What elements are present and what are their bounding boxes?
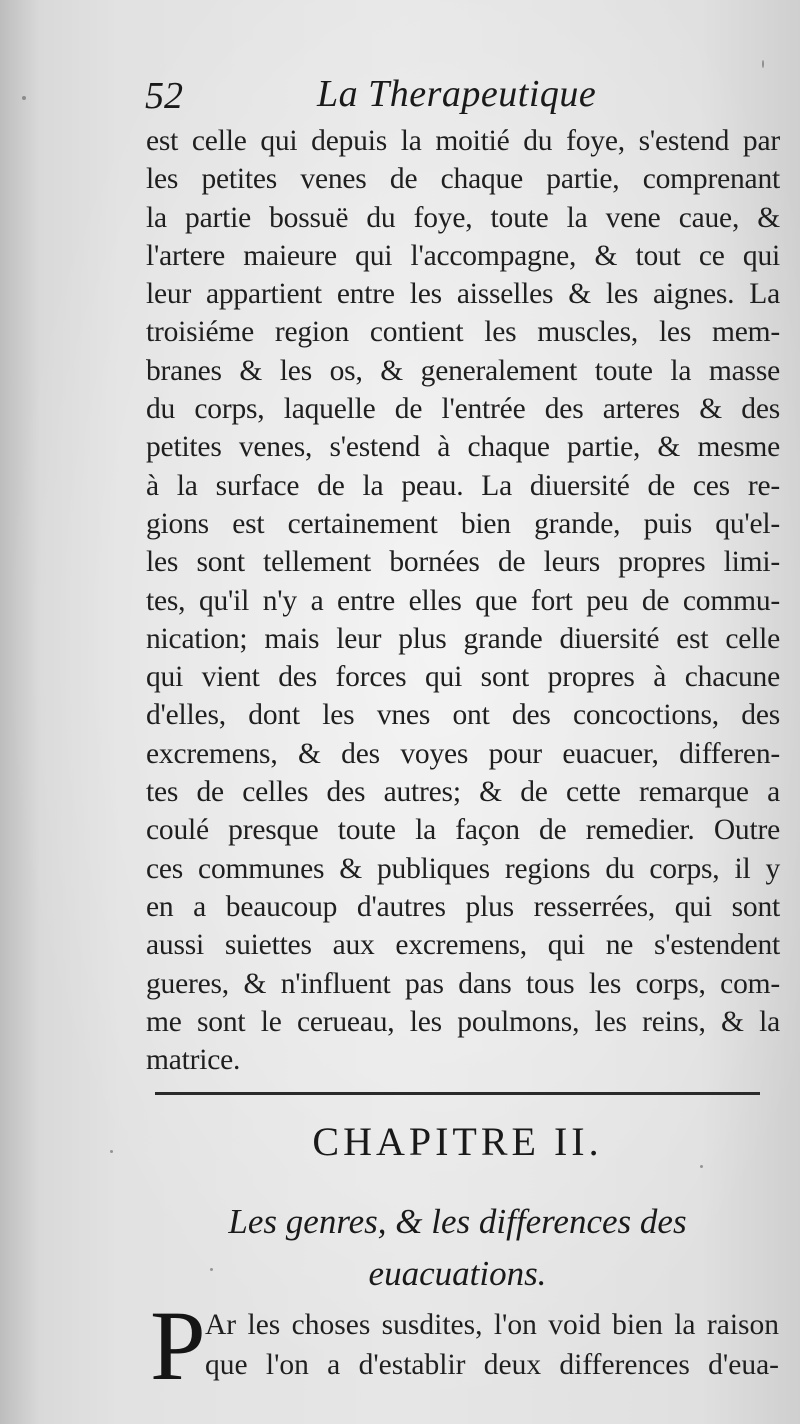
text-line: d'elles, dont les vnes ont des concoctions, des: [146, 699, 780, 732]
text-line: que l'on a d'establir deux differences d'eua-: [205, 1349, 779, 1381]
text-line: les sont tellement bornées de leurs propres limi-: [146, 546, 780, 579]
text-line: à la surface de la peau. La diuersité de ces re-: [146, 469, 780, 502]
section-divider: [155, 1092, 760, 1095]
text-line: me sont le cerueau, les poulmons, les reins, & la: [146, 1005, 780, 1038]
text-line: tes de celles des autres; & de cette remarque a: [146, 776, 780, 809]
chapter-subtitle-line: euacuations.: [368, 1254, 547, 1293]
text-line: tes, qu'il n'y a entre elles que fort peu de commu-: [146, 584, 780, 617]
text-line: ces communes & publiques regions du corps, il y: [146, 852, 780, 885]
ink-speck: [762, 60, 764, 68]
text-line: gueres, & n'influent pas dans tous les corps, com-: [146, 967, 780, 1000]
text-line: branes & les os, & generalement toute la masse: [146, 354, 780, 387]
text-line: les petites venes de chaque partie, comprenant: [146, 163, 780, 196]
text-line: l'artere maieure qui l'accompagne, & tout ce qui: [146, 239, 780, 272]
ink-speck: [22, 96, 26, 100]
chapter-subtitle-line: Les genres, & les differences des: [228, 1202, 687, 1241]
chapter-subtitle: [155, 1196, 760, 1300]
text-line: qui vient des forces qui sont propres à chacune: [146, 661, 780, 694]
running-title: La Therapeutique: [317, 73, 597, 115]
text-line: coulé presque toute la façon de remedier. Outre: [146, 814, 780, 847]
ink-speck: [700, 1165, 703, 1168]
text-line: Ar les choses susdites, l'on void bien la raison: [205, 1309, 779, 1341]
text-line: est celle qui depuis la moitié du foye, s'estend par: [146, 125, 780, 157]
text-line: matrice.: [146, 1044, 241, 1077]
text-line: leur appartient entre les aisselles & les aignes. La: [146, 278, 780, 311]
ink-speck: [110, 1150, 113, 1153]
text-line: gions est certainement bien grande, puis qu'el-: [146, 507, 780, 540]
text-line: nication; mais leur plus grande diuersité est celle: [146, 622, 780, 655]
chapter-title: CHAPITRE II.: [312, 1119, 603, 1164]
text-line: du corps, laquelle de l'entrée des arteres & des: [146, 393, 780, 426]
text-line: troisiéme region contient les muscles, les mem-: [146, 316, 780, 349]
body-text: [146, 122, 780, 1079]
text-line: aussi suiettes aux excremens, qui ne s'estendent: [146, 929, 780, 962]
page-number: 52: [145, 75, 183, 117]
chapter-paragraph: [205, 1305, 779, 1385]
text-line: en a beaucoup d'autres plus resserrées, qui sont: [146, 890, 780, 923]
page-header: [145, 72, 645, 122]
text-line: excremens, & des voyes pour euacuer, differen-: [146, 737, 780, 770]
drop-cap: P: [150, 1290, 206, 1401]
text-line: petites venes, s'estend à chaque partie, & mesme: [146, 431, 780, 464]
text-line: la partie bossuë du foye, toute la vene caue, &: [146, 201, 780, 234]
